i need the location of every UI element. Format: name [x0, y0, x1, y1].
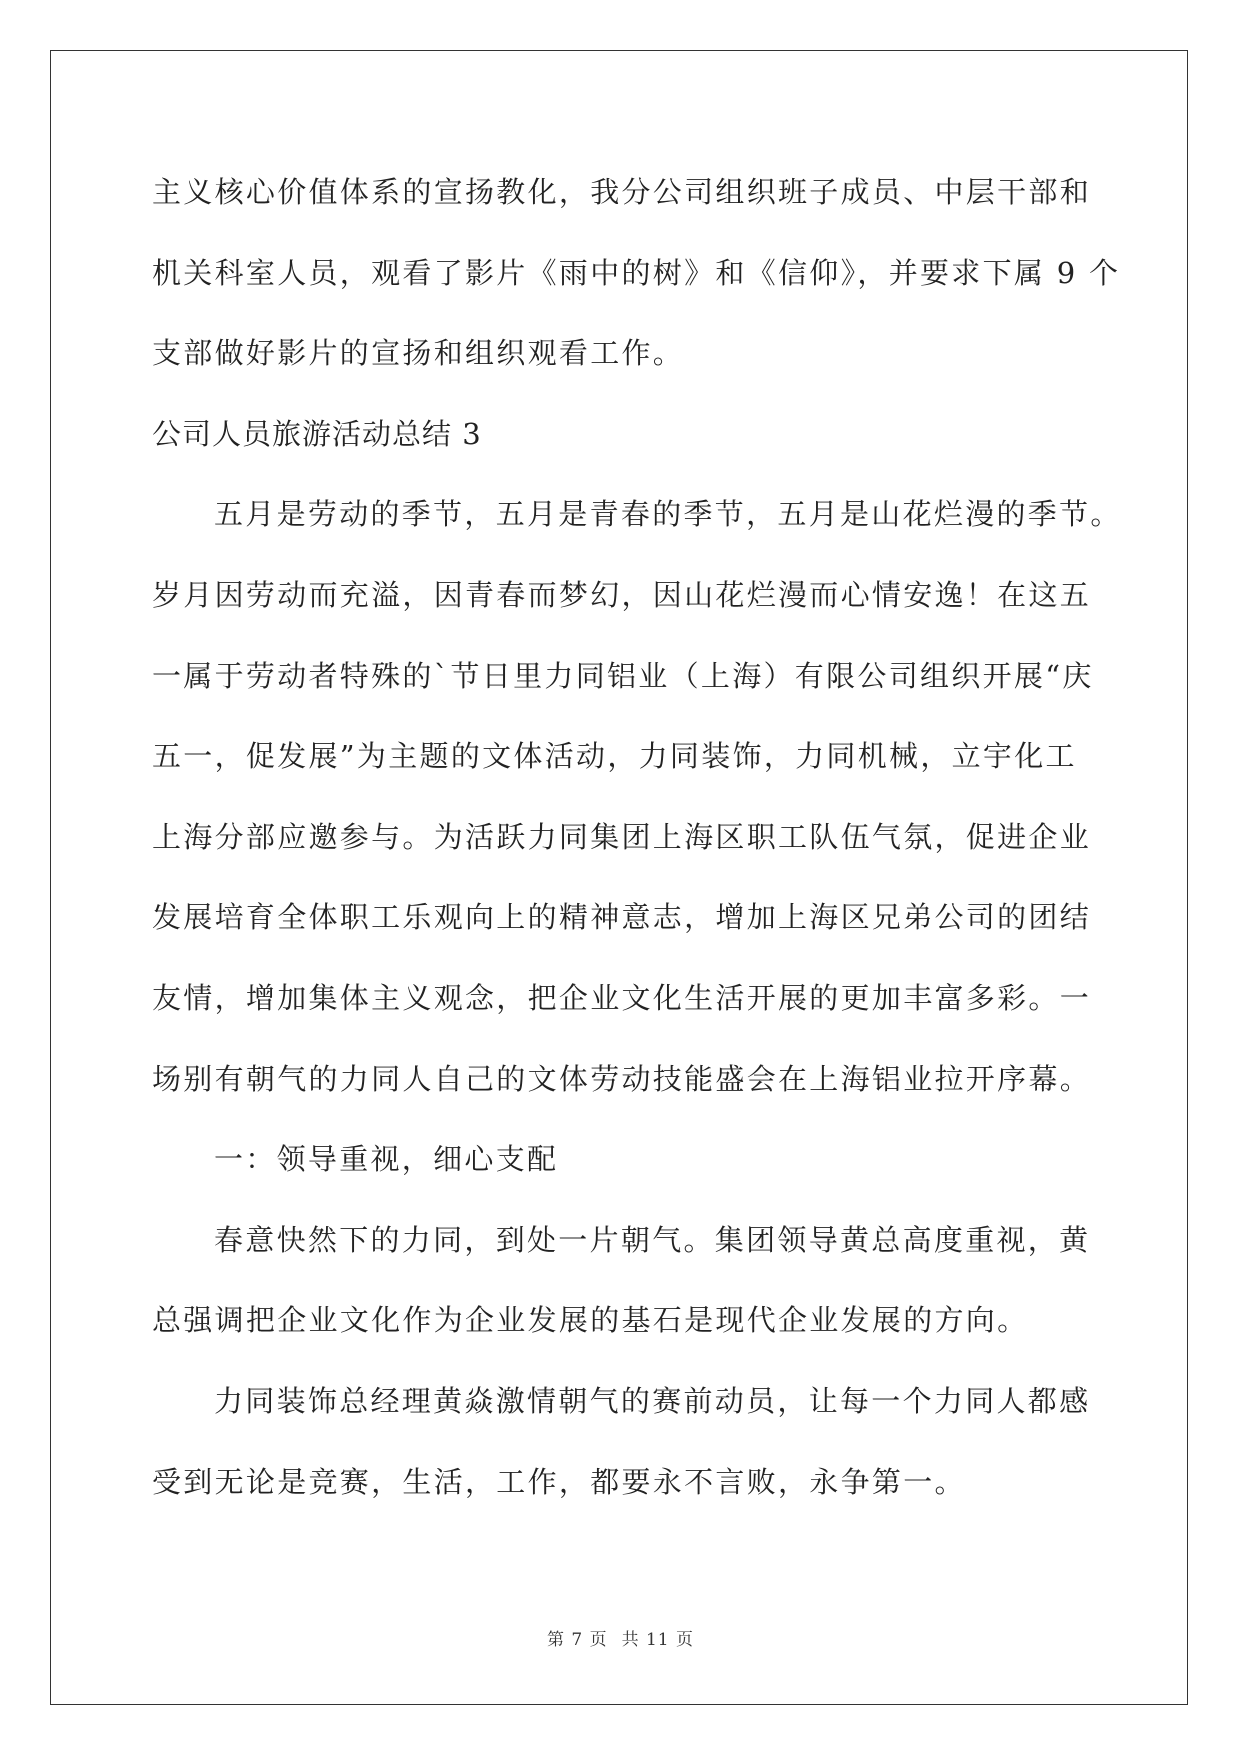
paragraph-start: 春意快然下的力同，到处一片朝气。集团领导黄总高度重视，黄: [214, 1222, 1091, 1257]
text-line: 场别有朝气的力同人自己的文体劳动技能盛会在上海铝业拉开序幕。: [152, 1061, 1092, 1096]
text-line: 支部做好影片的宣扬和组织观看工作。: [152, 336, 685, 371]
text-line: 一属于劳动者特殊的`节日里力同铝业（上海）有限公司组织开展“庆: [152, 658, 1094, 693]
section-heading: 公司人员旅游活动总结 3: [152, 416, 482, 451]
text-line: 机关科室人员，观看了影片《雨中的树》和《信仰》，并要求下属 9 个: [152, 255, 1121, 290]
text-line: 友情，增加集体主义观念，把企业文化生活开展的更加丰富多彩。一: [152, 980, 1092, 1015]
text-line: 上海分部应邀参与。为活跃力同集团上海区职工队伍气氛，促进企业: [152, 819, 1092, 854]
text-line: 受到无论是竞赛，生活，工作，都要永不言败，永争第一。: [152, 1464, 966, 1499]
page-footer: [0, 1625, 1241, 1650]
text-line: 五一，促发展”为主题的文体活动，力同装饰，力同机械，立宇化工: [152, 739, 1077, 774]
text-line: 岁月因劳动而充溢，因青春而梦幻，因山花烂漫而心情安逸！在这五: [152, 577, 1092, 612]
paragraph-start: 力同装饰总经理黄焱激情朝气的赛前动员，让每一个力同人都感: [214, 1383, 1091, 1418]
document-body: [152, 152, 1122, 1522]
paragraph-start: 五月是劳动的季节，五月是青春的季节，五月是山花烂漫的季节。: [214, 497, 1122, 532]
page-total: 共 11 页: [621, 1630, 695, 1650]
text-line: 发展培育全体职工乐观向上的精神意志，增加上海区兄弟公司的团结: [152, 900, 1092, 935]
page-number: 第 7 页: [546, 1630, 608, 1650]
text-line: 主义核心价值体系的宣扬教化，我分公司组织班子成员、中层干部和: [152, 175, 1092, 209]
subheading: 一：领导重视，细心支配: [214, 1142, 559, 1177]
text-line: 总强调把企业文化作为企业发展的基石是现代企业发展的方向。: [152, 1303, 1029, 1338]
